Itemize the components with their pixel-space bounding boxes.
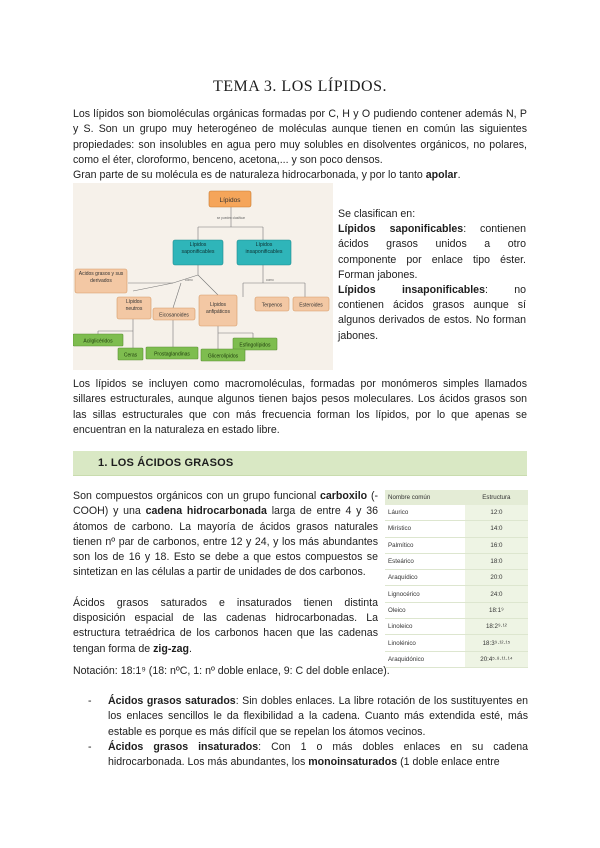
- cell-name: Linoleico: [385, 619, 465, 635]
- cell-name: Palmítico: [385, 537, 465, 553]
- cell-structure: 12:0: [465, 505, 528, 521]
- fa-bold-cadena: cadena hidrocarbonada: [145, 505, 267, 518]
- prostaglandinas-label: Prostaglandinas: [154, 351, 190, 358]
- bullet-dash: -: [88, 695, 92, 707]
- diagram-node-saponificables: [173, 240, 223, 265]
- saturados-term: Ácidos grasos saturados: [108, 695, 236, 707]
- fatty-acids-paragraph-1: [73, 489, 378, 581]
- table-row: [385, 619, 528, 635]
- diagram-node-esteroides: [293, 297, 329, 311]
- cell-name: Oleico: [385, 602, 465, 618]
- acilgliceridos-label: Acilglicéridos: [83, 338, 113, 345]
- list-item-saturados: [88, 694, 528, 740]
- insaturados-definition-end: (1 doble enlace entre: [397, 756, 500, 769]
- cell-structure: 18:0: [465, 553, 528, 569]
- como-label-2: como: [266, 278, 274, 282]
- diagram-node-prostaglandinas: [146, 347, 198, 359]
- cell-name: Linolénico: [385, 635, 465, 651]
- fatty-acids-text: [73, 489, 378, 657]
- fa-text-e: larga de entre 4 y 36 átomos de carbono. La mayoría de ácidos grasos naturales tienen nº par de carbonos, entre 12 y 24, y los más abundantes son los de 16 y 18. Esto se debe a que estos compuestos se sintetizan en las células a partir de unidades de dos carbonos.: [73, 505, 378, 579]
- diagram-node-esfingolipidos: [233, 338, 277, 350]
- eicosanoides-label: Eicosanoides: [159, 312, 189, 319]
- cell-structure: 16:0: [465, 537, 528, 553]
- table-header-row: [385, 490, 528, 505]
- table-row: [385, 537, 528, 553]
- monoinsaturados-term: monoinsaturados: [308, 756, 398, 769]
- root-label: Lípidos: [219, 197, 241, 204]
- table-header-structure: Estructura: [465, 490, 528, 505]
- insaturados-term: Ácidos grasos insaturados: [108, 740, 259, 753]
- terpenos-label: Terpenos: [261, 302, 283, 309]
- diagram-node-neutros: [117, 297, 151, 319]
- section-header-acidos-grasos: [73, 451, 527, 476]
- cell-structure: 18:2⁹·¹²: [465, 619, 528, 635]
- diagram-node-eicosanoides: [153, 308, 195, 320]
- cell-name: Lignocérico: [385, 586, 465, 602]
- table-header-name: Nombre común: [385, 490, 465, 505]
- table-row: [385, 521, 528, 537]
- fa-text-a: Son compuestos orgánicos con un grupo funcional: [73, 490, 321, 502]
- diagram-node-terpenos: [255, 297, 289, 311]
- table-row: [385, 505, 528, 521]
- lipid-classification-diagram: [73, 183, 333, 370]
- macromolecules-paragraph: Los lípidos se incluyen como macromoléculas, formadas por monómeros simples llamados sillares estructurales, aunque algunos tienen bajos pesos moleculares. Los ácidos grasos son las sillas estructurales que con más frecuencia forman los lípidos, por lo que apenas se encuentran en la naturaleza en estado libre.: [73, 378, 527, 436]
- cell-name: Araquidónico: [385, 651, 465, 667]
- cell-structure: 18:1⁹: [465, 602, 528, 618]
- intro-paragraph: [73, 107, 527, 183]
- diagram-node-acidos-grasos: [75, 269, 127, 293]
- intro-text-2: Gran parte de su molécula es de naturaleza hidrocarbonada, y por lo tanto: [73, 169, 426, 182]
- intro-end: .: [457, 169, 461, 182]
- anfipaticos-label: Lípidos anfipáticos: [206, 302, 230, 315]
- insaturados-definition: : Con 1 o más dobles enlaces en su cadena hidrocarbonada. Los más abundantes, los: [108, 740, 528, 769]
- cell-name: Araquídico: [385, 570, 465, 586]
- table-row: [385, 570, 528, 586]
- sapon-label: Lípidos saponificables: [181, 242, 215, 255]
- fa-text-c: (-COOH) y una: [73, 490, 379, 518]
- cell-structure: 18:3⁹·¹²·¹⁵: [465, 635, 528, 651]
- diagram-node-insaponificables: [237, 240, 291, 265]
- table-row: [385, 553, 528, 569]
- saturados-definition: : Sin dobles enlaces. La libre rotación de los sustituyentes en los enlaces sencillos le da flexibilidad a la cadena. Cuanto más extendida esté, más estable es porque es más difícil que se repelan los átomos vecinos.: [108, 695, 528, 738]
- diagram-node-glicerolipidos: [201, 349, 245, 361]
- table-row: [385, 602, 528, 618]
- cell-structure: 24:0: [465, 586, 528, 602]
- fatty-acids-paragraph-2: [73, 596, 378, 657]
- classify-saponificables: [338, 222, 526, 283]
- cell-structure: 20:0: [465, 570, 528, 586]
- notation-line: Notación: 18:1⁹ (18: nºC, 1: nº doble enlace, 9: C del doble enlace).: [73, 665, 390, 677]
- table-row: [385, 635, 528, 651]
- cell-name: Esteárico: [385, 553, 465, 569]
- fa-bold-zigzag: zig-zag: [153, 642, 190, 655]
- diagram-node-root: [209, 191, 251, 207]
- esteroides-label: Esteroides: [299, 302, 323, 309]
- diagram-node-acilgliceridos: [73, 334, 123, 346]
- neutros-label: Lípidos neutros: [125, 299, 143, 312]
- bullet-dash: -: [88, 740, 92, 753]
- classify-intro: Se clasifican en:: [338, 208, 416, 220]
- fatty-acid-types-list: [88, 694, 528, 770]
- intro-text: Los lípidos son biomoléculas orgánicas formadas por C, H y O pudiendo contener además N, P y S. Son un grupo muy heterogéneo de moléculas aunque tienen en común las siguientes propiedades: son insolubles en agua pero muy solubles en disolventes orgánicos, no polares, como el éter, cloroformo, benceno, acetona,... y son poco densos.: [73, 108, 527, 166]
- diagram-node-anfipaticos: [199, 295, 237, 326]
- sapon-definition: : contienen ácidos grasos unidos a otro componente por enlace tipo éster. Forman jabones.: [338, 223, 526, 281]
- diagram-node-ceras: [118, 348, 143, 360]
- sapon-term: Lípidos saponificables: [338, 223, 464, 236]
- root-sub-label: se pueden clasificar: [216, 216, 246, 220]
- cell-name: Mirístico: [385, 521, 465, 537]
- fa2-text-c: .: [189, 642, 192, 655]
- fatty-acids-table: [385, 490, 528, 668]
- como-label-1: como: [185, 278, 193, 282]
- table-row: [385, 586, 528, 602]
- insapon-definition: : no contienen ácidos grasos aunque sí algunos derivados de estos. No forman jabones.: [338, 284, 526, 342]
- glicerolipidos-label: Glicerolípidos: [207, 353, 239, 360]
- insapon-label: Lípidos insaponificables: [245, 242, 283, 255]
- section-title: 1. LOS ÁCIDOS GRASOS: [98, 457, 234, 469]
- list-item-insaturados: [88, 740, 528, 771]
- esfingolipidos-label: Esfingolípidos: [239, 342, 271, 349]
- table-row: [385, 651, 528, 667]
- page-title: TEMA 3. LOS LÍPIDOS.: [212, 78, 387, 95]
- insapon-term: Lípidos insaponificables: [338, 284, 485, 297]
- cell-structure: 14:0: [465, 521, 528, 537]
- ceras-label: Ceras: [123, 352, 138, 359]
- intro-bold-apolar: apolar: [425, 169, 458, 182]
- cell-structure: 20:4⁵·⁸·¹¹·¹⁴: [465, 651, 528, 667]
- acidos-label: Ácidos grasos y sus derivados: [78, 271, 124, 284]
- fa2-text-a: Ácidos grasos saturados e insaturados tienen distinta disposición espacial de las cadenas hidrocarbonadas. La estructura tetraédrica de los carbonos hacen que las cadenas tengan forma de: [73, 596, 378, 655]
- classification-text: [338, 207, 526, 344]
- classify-insaponificables: [338, 283, 526, 344]
- fa-bold-carboxilo: carboxilo: [320, 490, 368, 502]
- cell-name: Láurico: [385, 505, 465, 521]
